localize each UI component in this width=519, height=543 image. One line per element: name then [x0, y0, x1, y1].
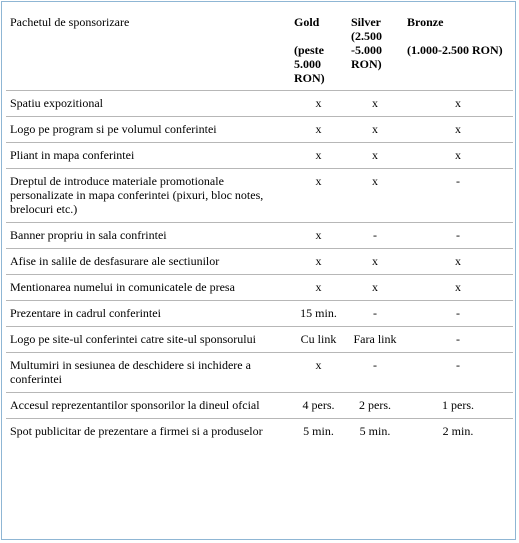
- table-row: [6, 275, 513, 301]
- header-silver: [347, 6, 403, 91]
- bronze-cell: x: [403, 91, 513, 117]
- bronze-cell: x: [403, 143, 513, 169]
- bronze-cell: -: [403, 223, 513, 249]
- table-row: [6, 143, 513, 169]
- bronze-cell: 1 pers.: [403, 393, 513, 419]
- header-package-label: Pachetul de sponsorizare: [6, 6, 290, 91]
- gold-cell: x: [290, 169, 347, 223]
- bronze-cell: 2 min.: [442, 424, 474, 438]
- bronze-cell: -: [403, 327, 513, 353]
- gold-cell: x: [290, 353, 347, 393]
- feature-cell: Multumiri in sesiunea de deschidere si inchidere a conferintei: [6, 353, 290, 393]
- header-bronze: [403, 6, 513, 91]
- sponsorship-table: [6, 6, 513, 444]
- silver-cell: Fara link: [347, 327, 403, 353]
- feature-cell: Spatiu expozitional: [6, 91, 290, 117]
- bronze-cell: x: [403, 249, 513, 275]
- feature-cell: Spot publicitar de prezentare a firmei si a produselor: [10, 424, 263, 438]
- gold-cell: x: [290, 223, 347, 249]
- silver-cell: x: [347, 143, 403, 169]
- silver-cell: x: [347, 249, 403, 275]
- table-row: [6, 223, 513, 249]
- silver-range: (2.500 -5.000 RON): [351, 29, 382, 71]
- gold-cell: 15 min.: [290, 301, 347, 327]
- feature-cell: Accesul reprezentantilor sponsorilor la dineul ofcial: [6, 393, 290, 419]
- silver-cell: x: [347, 117, 403, 143]
- document-frame: [1, 1, 516, 540]
- bronze-cell: -: [403, 301, 513, 327]
- bronze-name: Bronze: [407, 15, 444, 29]
- gold-cell: Cu link: [290, 327, 347, 353]
- header-gold: [290, 6, 347, 91]
- gold-cell: x: [290, 275, 347, 301]
- bronze-range: (1.000-2.500 RON): [407, 43, 503, 57]
- bronze-cell: x: [403, 117, 513, 143]
- gold-cell: x: [290, 143, 347, 169]
- table-row: [6, 117, 513, 143]
- table-row: [6, 419, 513, 444]
- table-row: [6, 169, 513, 223]
- bronze-cell: x: [403, 275, 513, 301]
- bronze-cell: -: [403, 169, 513, 223]
- table-row: [6, 327, 513, 353]
- feature-cell: Afise in salile de desfasurare ale sectiunilor: [6, 249, 290, 275]
- gold-cell: 5 min.: [303, 424, 334, 438]
- silver-cell: 5 min.: [359, 424, 391, 438]
- feature-cell: Logo pe program si pe volumul conferintei: [6, 117, 290, 143]
- silver-cell: -: [347, 223, 403, 249]
- table-row: [6, 301, 513, 327]
- feature-cell: Prezentare in cadrul conferintei: [6, 301, 290, 327]
- silver-cell: x: [347, 169, 403, 223]
- header-row: [6, 6, 513, 91]
- bronze-cell: -: [403, 353, 513, 393]
- gold-cell: x: [290, 117, 347, 143]
- silver-name: Silver: [351, 15, 381, 29]
- silver-cell: x: [347, 275, 403, 301]
- gold-cell: 4 pers.: [290, 393, 347, 419]
- table-row: [6, 353, 513, 393]
- table-row: [6, 91, 513, 117]
- table-row: [6, 249, 513, 275]
- feature-cell: Mentionarea numelui in comunicatele de presa: [6, 275, 290, 301]
- feature-cell: Logo pe site-ul conferintei catre site-ul sponsorului: [6, 327, 290, 353]
- feature-cell: Pliant in mapa conferintei: [6, 143, 290, 169]
- silver-cell: x: [347, 91, 403, 117]
- feature-cell: Dreptul de introduce materiale promotionale personalizate in mapa conferintei (pixuri, bloc notes, brelocuri etc.): [6, 169, 290, 223]
- silver-cell: 2 pers.: [347, 393, 403, 419]
- silver-cell: -: [347, 353, 403, 393]
- silver-cell: -: [347, 301, 403, 327]
- gold-cell: x: [290, 249, 347, 275]
- gold-range: (peste 5.000 RON): [294, 43, 325, 85]
- feature-cell: Banner propriu in sala confrintei: [6, 223, 290, 249]
- gold-cell: x: [290, 91, 347, 117]
- gold-name: Gold: [294, 15, 320, 29]
- table-row: [6, 393, 513, 419]
